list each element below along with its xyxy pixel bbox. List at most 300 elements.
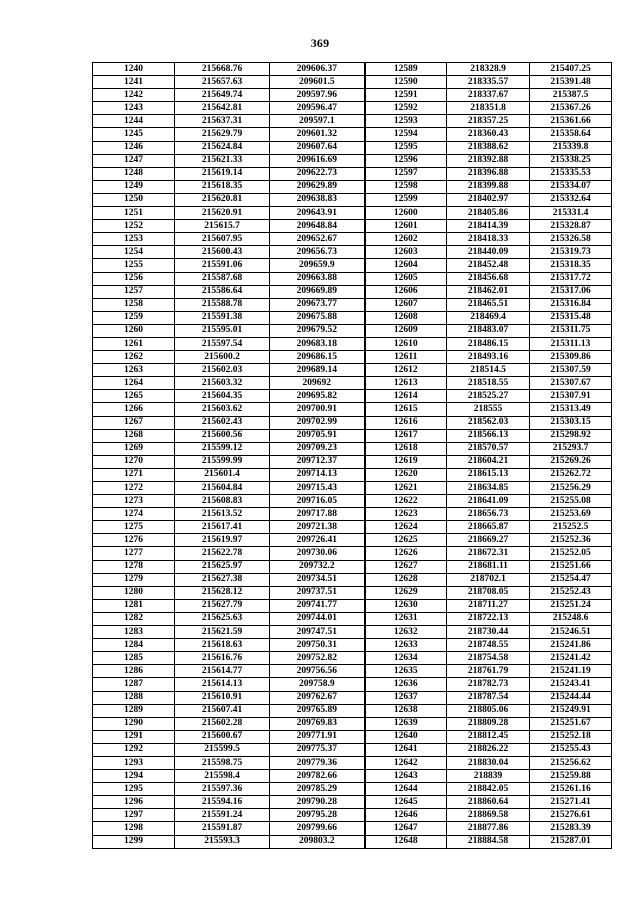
y-coordinate-right-cell: 215311.13 bbox=[530, 337, 612, 350]
x-coordinate-left-cell: 215642.81 bbox=[175, 102, 270, 115]
y-coordinate-left-cell: 209673.77 bbox=[270, 298, 365, 311]
x-coordinate-right-cell: 218604.21 bbox=[447, 455, 530, 468]
table-row bbox=[93, 285, 612, 298]
table-row bbox=[93, 89, 612, 102]
x-coordinate-right-cell: 218486.15 bbox=[447, 337, 530, 350]
x-coordinate-right-cell: 218826.22 bbox=[447, 743, 530, 756]
y-coordinate-right-cell: 215271.41 bbox=[530, 796, 612, 809]
table-row bbox=[93, 141, 612, 154]
point-number-left-cell: 1270 bbox=[93, 455, 175, 468]
coordinates-table bbox=[92, 62, 612, 849]
point-number-left-cell: 1287 bbox=[93, 678, 175, 691]
point-number-left-cell: 1246 bbox=[93, 141, 175, 154]
y-coordinate-right-cell: 215387.5 bbox=[530, 89, 612, 102]
point-number-left-cell: 1249 bbox=[93, 180, 175, 193]
x-coordinate-right-cell: 218328.9 bbox=[447, 63, 530, 76]
y-coordinate-right-cell: 215241.86 bbox=[530, 639, 612, 652]
y-coordinate-right-cell: 215331.4 bbox=[530, 207, 612, 220]
y-coordinate-right-cell: 215311.75 bbox=[530, 324, 612, 337]
y-coordinate-right-cell: 215307.59 bbox=[530, 364, 612, 377]
y-coordinate-left-cell: 209756.56 bbox=[270, 665, 365, 678]
x-coordinate-right-cell: 218708.05 bbox=[447, 586, 530, 599]
x-coordinate-left-cell: 215586.64 bbox=[175, 285, 270, 298]
y-coordinate-left-cell: 209732.2 bbox=[270, 560, 365, 573]
y-coordinate-right-cell: 215391.48 bbox=[530, 76, 612, 89]
point-number-right-cell: 12621 bbox=[365, 482, 447, 495]
x-coordinate-left-cell: 215616.76 bbox=[175, 652, 270, 665]
y-coordinate-left-cell: 209643.91 bbox=[270, 207, 365, 220]
x-coordinate-left-cell: 215599.12 bbox=[175, 442, 270, 455]
point-number-left-cell: 1260 bbox=[93, 324, 175, 337]
point-number-left-cell: 1279 bbox=[93, 573, 175, 586]
table-row bbox=[93, 416, 612, 429]
point-number-right-cell: 12641 bbox=[365, 743, 447, 756]
point-number-right-cell: 12627 bbox=[365, 560, 447, 573]
table-row bbox=[93, 770, 612, 783]
table-row bbox=[93, 403, 612, 416]
y-coordinate-left-cell: 209597.96 bbox=[270, 89, 365, 102]
y-coordinate-right-cell: 215334.07 bbox=[530, 180, 612, 193]
x-coordinate-right-cell: 218702.1 bbox=[447, 573, 530, 586]
point-number-right-cell: 12647 bbox=[365, 822, 447, 835]
point-number-left-cell: 1296 bbox=[93, 796, 175, 809]
y-coordinate-right-cell: 215317.72 bbox=[530, 272, 612, 285]
x-coordinate-left-cell: 215604.35 bbox=[175, 390, 270, 403]
x-coordinate-left-cell: 215618.35 bbox=[175, 180, 270, 193]
x-coordinate-left-cell: 215637.31 bbox=[175, 115, 270, 128]
x-coordinate-right-cell: 218672.31 bbox=[447, 547, 530, 560]
y-coordinate-left-cell: 209695.82 bbox=[270, 390, 365, 403]
x-coordinate-right-cell: 218388.62 bbox=[447, 141, 530, 154]
table-row bbox=[93, 573, 612, 586]
table-row bbox=[93, 351, 612, 364]
point-number-left-cell: 1280 bbox=[93, 586, 175, 599]
y-coordinate-left-cell: 209596.47 bbox=[270, 102, 365, 115]
point-number-left-cell: 1264 bbox=[93, 377, 175, 390]
point-number-right-cell: 12631 bbox=[365, 612, 447, 625]
y-coordinate-right-cell: 215259.88 bbox=[530, 770, 612, 783]
x-coordinate-right-cell: 218884.58 bbox=[447, 835, 530, 848]
y-coordinate-left-cell: 209716.05 bbox=[270, 495, 365, 508]
table-row bbox=[93, 180, 612, 193]
y-coordinate-right-cell: 215287.01 bbox=[530, 835, 612, 848]
y-coordinate-left-cell: 209712.37 bbox=[270, 455, 365, 468]
y-coordinate-right-cell: 215254.47 bbox=[530, 573, 612, 586]
table-row bbox=[93, 102, 612, 115]
x-coordinate-right-cell: 218748.55 bbox=[447, 639, 530, 652]
y-coordinate-right-cell: 215309.86 bbox=[530, 351, 612, 364]
y-coordinate-left-cell: 209675.88 bbox=[270, 311, 365, 324]
x-coordinate-right-cell: 218440.09 bbox=[447, 246, 530, 259]
y-coordinate-right-cell: 215326.58 bbox=[530, 233, 612, 246]
y-coordinate-right-cell: 215256.29 bbox=[530, 482, 612, 495]
y-coordinate-right-cell: 215367.26 bbox=[530, 102, 612, 115]
table-row bbox=[93, 730, 612, 743]
y-coordinate-left-cell: 209702.99 bbox=[270, 416, 365, 429]
y-coordinate-right-cell: 215407.25 bbox=[530, 63, 612, 76]
x-coordinate-right-cell: 218761.79 bbox=[447, 665, 530, 678]
y-coordinate-left-cell: 209721.38 bbox=[270, 521, 365, 534]
point-number-left-cell: 1269 bbox=[93, 442, 175, 455]
y-coordinate-left-cell: 209785.29 bbox=[270, 783, 365, 796]
point-number-right-cell: 12629 bbox=[365, 586, 447, 599]
x-coordinate-left-cell: 215649.74 bbox=[175, 89, 270, 102]
y-coordinate-left-cell: 209679.52 bbox=[270, 324, 365, 337]
point-number-left-cell: 1276 bbox=[93, 534, 175, 547]
table-row bbox=[93, 63, 612, 76]
point-number-left-cell: 1288 bbox=[93, 691, 175, 704]
point-number-right-cell: 12601 bbox=[365, 220, 447, 233]
y-coordinate-right-cell: 215283.39 bbox=[530, 822, 612, 835]
x-coordinate-left-cell: 215600.2 bbox=[175, 351, 270, 364]
x-coordinate-right-cell: 218641.09 bbox=[447, 495, 530, 508]
x-coordinate-right-cell: 218877.86 bbox=[447, 822, 530, 835]
x-coordinate-right-cell: 218570.57 bbox=[447, 442, 530, 455]
page-number: 369 bbox=[310, 36, 330, 50]
point-number-right-cell: 12617 bbox=[365, 429, 447, 442]
x-coordinate-right-cell: 218869.58 bbox=[447, 809, 530, 822]
x-coordinate-left-cell: 215601.4 bbox=[175, 468, 270, 481]
y-coordinate-left-cell: 209692 bbox=[270, 377, 365, 390]
point-number-right-cell: 12595 bbox=[365, 141, 447, 154]
point-number-right-cell: 12604 bbox=[365, 259, 447, 272]
x-coordinate-right-cell: 218337.67 bbox=[447, 89, 530, 102]
point-number-right-cell: 12599 bbox=[365, 193, 447, 206]
table-row bbox=[93, 665, 612, 678]
table-row bbox=[93, 220, 612, 233]
point-number-right-cell: 12600 bbox=[365, 207, 447, 220]
y-coordinate-left-cell: 209669.89 bbox=[270, 285, 365, 298]
y-coordinate-right-cell: 215307.67 bbox=[530, 377, 612, 390]
y-coordinate-right-cell: 215335.53 bbox=[530, 167, 612, 180]
table-row bbox=[93, 377, 612, 390]
point-number-right-cell: 12642 bbox=[365, 756, 447, 769]
table-row bbox=[93, 259, 612, 272]
x-coordinate-left-cell: 215627.79 bbox=[175, 599, 270, 612]
y-coordinate-left-cell: 209705.91 bbox=[270, 429, 365, 442]
x-coordinate-left-cell: 215600.56 bbox=[175, 429, 270, 442]
point-number-left-cell: 1244 bbox=[93, 115, 175, 128]
point-number-left-cell: 1285 bbox=[93, 652, 175, 665]
table-row bbox=[93, 455, 612, 468]
table-row bbox=[93, 547, 612, 560]
x-coordinate-left-cell: 215591.06 bbox=[175, 259, 270, 272]
y-coordinate-left-cell: 209730.06 bbox=[270, 547, 365, 560]
point-number-left-cell: 1295 bbox=[93, 783, 175, 796]
point-number-left-cell: 1261 bbox=[93, 337, 175, 350]
point-number-left-cell: 1290 bbox=[93, 717, 175, 730]
point-number-left-cell: 1252 bbox=[93, 220, 175, 233]
x-coordinate-left-cell: 215597.54 bbox=[175, 337, 270, 350]
y-coordinate-right-cell: 215252.05 bbox=[530, 547, 612, 560]
y-coordinate-left-cell: 209715.43 bbox=[270, 482, 365, 495]
x-coordinate-right-cell: 218514.5 bbox=[447, 364, 530, 377]
x-coordinate-left-cell: 215620.81 bbox=[175, 193, 270, 206]
table-row bbox=[93, 796, 612, 809]
point-number-right-cell: 12603 bbox=[365, 246, 447, 259]
x-coordinate-left-cell: 215625.63 bbox=[175, 612, 270, 625]
point-number-right-cell: 12615 bbox=[365, 403, 447, 416]
y-coordinate-left-cell: 209689.14 bbox=[270, 364, 365, 377]
point-number-left-cell: 1271 bbox=[93, 468, 175, 481]
table-row bbox=[93, 822, 612, 835]
x-coordinate-right-cell: 218399.88 bbox=[447, 180, 530, 193]
y-coordinate-right-cell: 215253.69 bbox=[530, 508, 612, 521]
x-coordinate-left-cell: 215607.95 bbox=[175, 233, 270, 246]
point-number-right-cell: 12589 bbox=[365, 63, 447, 76]
point-number-left-cell: 1257 bbox=[93, 285, 175, 298]
x-coordinate-left-cell: 215600.67 bbox=[175, 730, 270, 743]
x-coordinate-left-cell: 215628.12 bbox=[175, 586, 270, 599]
point-number-right-cell: 12624 bbox=[365, 521, 447, 534]
y-coordinate-right-cell: 215262.72 bbox=[530, 468, 612, 481]
y-coordinate-left-cell: 209601.32 bbox=[270, 128, 365, 141]
table-row bbox=[93, 560, 612, 573]
table-row bbox=[93, 809, 612, 822]
y-coordinate-right-cell: 215244.44 bbox=[530, 691, 612, 704]
point-number-left-cell: 1293 bbox=[93, 756, 175, 769]
x-coordinate-left-cell: 215591.24 bbox=[175, 809, 270, 822]
table-row bbox=[93, 337, 612, 350]
y-coordinate-left-cell: 209597.1 bbox=[270, 115, 365, 128]
y-coordinate-right-cell: 215248.6 bbox=[530, 612, 612, 625]
point-number-right-cell: 12597 bbox=[365, 167, 447, 180]
x-coordinate-left-cell: 215613.52 bbox=[175, 508, 270, 521]
x-coordinate-left-cell: 215614.77 bbox=[175, 665, 270, 678]
table-row bbox=[93, 324, 612, 337]
y-coordinate-left-cell: 209638.83 bbox=[270, 193, 365, 206]
point-number-left-cell: 1275 bbox=[93, 521, 175, 534]
point-number-right-cell: 12618 bbox=[365, 442, 447, 455]
x-coordinate-left-cell: 215610.91 bbox=[175, 691, 270, 704]
point-number-left-cell: 1259 bbox=[93, 311, 175, 324]
point-number-right-cell: 12636 bbox=[365, 678, 447, 691]
y-coordinate-right-cell: 215319.73 bbox=[530, 246, 612, 259]
x-coordinate-left-cell: 215602.43 bbox=[175, 416, 270, 429]
y-coordinate-right-cell: 215243.41 bbox=[530, 678, 612, 691]
point-number-right-cell: 12626 bbox=[365, 547, 447, 560]
y-coordinate-right-cell: 215251.24 bbox=[530, 599, 612, 612]
point-number-right-cell: 12643 bbox=[365, 770, 447, 783]
table-row bbox=[93, 599, 612, 612]
point-number-left-cell: 1284 bbox=[93, 639, 175, 652]
x-coordinate-left-cell: 215622.78 bbox=[175, 547, 270, 560]
point-number-right-cell: 12596 bbox=[365, 154, 447, 167]
y-coordinate-left-cell: 209752.82 bbox=[270, 652, 365, 665]
y-coordinate-right-cell: 215315.48 bbox=[530, 311, 612, 324]
x-coordinate-right-cell: 218351.8 bbox=[447, 102, 530, 115]
point-number-right-cell: 12608 bbox=[365, 311, 447, 324]
y-coordinate-right-cell: 215328.87 bbox=[530, 220, 612, 233]
x-coordinate-left-cell: 215621.59 bbox=[175, 626, 270, 639]
y-coordinate-left-cell: 209747.51 bbox=[270, 626, 365, 639]
table-row bbox=[93, 639, 612, 652]
y-coordinate-left-cell: 209750.31 bbox=[270, 639, 365, 652]
y-coordinate-left-cell: 209765.89 bbox=[270, 704, 365, 717]
table-row bbox=[93, 76, 612, 89]
y-coordinate-right-cell: 215361.66 bbox=[530, 115, 612, 128]
y-coordinate-right-cell: 215318.35 bbox=[530, 259, 612, 272]
x-coordinate-right-cell: 218414.39 bbox=[447, 220, 530, 233]
x-coordinate-right-cell: 218842.05 bbox=[447, 783, 530, 796]
table-row bbox=[93, 756, 612, 769]
x-coordinate-left-cell: 215599.5 bbox=[175, 743, 270, 756]
x-coordinate-left-cell: 215618.63 bbox=[175, 639, 270, 652]
y-coordinate-left-cell: 209799.66 bbox=[270, 822, 365, 835]
point-number-left-cell: 1253 bbox=[93, 233, 175, 246]
table-row bbox=[93, 586, 612, 599]
x-coordinate-right-cell: 218392.88 bbox=[447, 154, 530, 167]
y-coordinate-right-cell: 215246.51 bbox=[530, 626, 612, 639]
y-coordinate-right-cell: 215255.43 bbox=[530, 743, 612, 756]
point-number-left-cell: 1248 bbox=[93, 167, 175, 180]
y-coordinate-right-cell: 215255.08 bbox=[530, 495, 612, 508]
point-number-left-cell: 1297 bbox=[93, 809, 175, 822]
y-coordinate-left-cell: 209775.37 bbox=[270, 743, 365, 756]
x-coordinate-right-cell: 218830.04 bbox=[447, 756, 530, 769]
y-coordinate-right-cell: 215316.84 bbox=[530, 298, 612, 311]
point-number-left-cell: 1267 bbox=[93, 416, 175, 429]
table-row bbox=[93, 246, 612, 259]
coordinates-table-body bbox=[93, 63, 612, 849]
point-number-right-cell: 12632 bbox=[365, 626, 447, 639]
x-coordinate-right-cell: 218525.27 bbox=[447, 390, 530, 403]
y-coordinate-left-cell: 209714.13 bbox=[270, 468, 365, 481]
point-number-right-cell: 12633 bbox=[365, 639, 447, 652]
point-number-right-cell: 12630 bbox=[365, 599, 447, 612]
table-row bbox=[93, 691, 612, 704]
point-number-left-cell: 1292 bbox=[93, 743, 175, 756]
point-number-left-cell: 1298 bbox=[93, 822, 175, 835]
x-coordinate-left-cell: 215625.97 bbox=[175, 560, 270, 573]
y-coordinate-right-cell: 215261.16 bbox=[530, 783, 612, 796]
point-number-right-cell: 12634 bbox=[365, 652, 447, 665]
y-coordinate-left-cell: 209803.2 bbox=[270, 835, 365, 848]
point-number-right-cell: 12637 bbox=[365, 691, 447, 704]
point-number-right-cell: 12623 bbox=[365, 508, 447, 521]
y-coordinate-right-cell: 215256.62 bbox=[530, 756, 612, 769]
x-coordinate-right-cell: 218615.13 bbox=[447, 468, 530, 481]
point-number-left-cell: 1242 bbox=[93, 89, 175, 102]
table-row bbox=[93, 678, 612, 691]
table-row bbox=[93, 626, 612, 639]
x-coordinate-right-cell: 218396.88 bbox=[447, 167, 530, 180]
point-number-left-cell: 1263 bbox=[93, 364, 175, 377]
x-coordinate-left-cell: 215619.97 bbox=[175, 534, 270, 547]
point-number-left-cell: 1241 bbox=[93, 76, 175, 89]
point-number-left-cell: 1294 bbox=[93, 770, 175, 783]
point-number-right-cell: 12606 bbox=[365, 285, 447, 298]
y-coordinate-left-cell: 209758.9 bbox=[270, 678, 365, 691]
x-coordinate-left-cell: 215602.03 bbox=[175, 364, 270, 377]
table-row bbox=[93, 717, 612, 730]
x-coordinate-right-cell: 218805.06 bbox=[447, 704, 530, 717]
x-coordinate-right-cell: 218405.86 bbox=[447, 207, 530, 220]
y-coordinate-left-cell: 209616.69 bbox=[270, 154, 365, 167]
x-coordinate-left-cell: 215629.79 bbox=[175, 128, 270, 141]
point-number-left-cell: 1282 bbox=[93, 612, 175, 625]
y-coordinate-left-cell: 209769.83 bbox=[270, 717, 365, 730]
x-coordinate-left-cell: 215619.14 bbox=[175, 167, 270, 180]
y-coordinate-right-cell: 215252.43 bbox=[530, 586, 612, 599]
table-row bbox=[93, 429, 612, 442]
point-number-right-cell: 12638 bbox=[365, 704, 447, 717]
point-number-right-cell: 12644 bbox=[365, 783, 447, 796]
x-coordinate-right-cell: 218462.01 bbox=[447, 285, 530, 298]
x-coordinate-right-cell: 218812.45 bbox=[447, 730, 530, 743]
point-number-left-cell: 1258 bbox=[93, 298, 175, 311]
table-row bbox=[93, 508, 612, 521]
y-coordinate-right-cell: 215317.06 bbox=[530, 285, 612, 298]
table-row bbox=[93, 612, 612, 625]
y-coordinate-left-cell: 209782.66 bbox=[270, 770, 365, 783]
x-coordinate-left-cell: 215615.7 bbox=[175, 220, 270, 233]
point-number-right-cell: 12619 bbox=[365, 455, 447, 468]
x-coordinate-left-cell: 215599.99 bbox=[175, 455, 270, 468]
y-coordinate-right-cell: 215338.25 bbox=[530, 154, 612, 167]
point-number-right-cell: 12614 bbox=[365, 390, 447, 403]
point-number-left-cell: 1256 bbox=[93, 272, 175, 285]
point-number-left-cell: 1268 bbox=[93, 429, 175, 442]
y-coordinate-right-cell: 215313.49 bbox=[530, 403, 612, 416]
table-row bbox=[93, 521, 612, 534]
x-coordinate-left-cell: 215668.76 bbox=[175, 63, 270, 76]
y-coordinate-right-cell: 215303.15 bbox=[530, 416, 612, 429]
y-coordinate-right-cell: 215332.64 bbox=[530, 193, 612, 206]
point-number-right-cell: 12622 bbox=[365, 495, 447, 508]
table-row bbox=[93, 233, 612, 246]
x-coordinate-left-cell: 215593.3 bbox=[175, 835, 270, 848]
point-number-left-cell: 1272 bbox=[93, 482, 175, 495]
table-row bbox=[93, 167, 612, 180]
x-coordinate-right-cell: 218452.48 bbox=[447, 259, 530, 272]
y-coordinate-left-cell: 209629.89 bbox=[270, 180, 365, 193]
y-coordinate-left-cell: 209737.51 bbox=[270, 586, 365, 599]
point-number-right-cell: 12613 bbox=[365, 377, 447, 390]
point-number-right-cell: 12591 bbox=[365, 89, 447, 102]
x-coordinate-right-cell: 218669.27 bbox=[447, 534, 530, 547]
y-coordinate-left-cell: 209656.73 bbox=[270, 246, 365, 259]
y-coordinate-left-cell: 209779.36 bbox=[270, 756, 365, 769]
x-coordinate-right-cell: 218335.57 bbox=[447, 76, 530, 89]
y-coordinate-right-cell: 215241.19 bbox=[530, 665, 612, 678]
x-coordinate-right-cell: 218722.13 bbox=[447, 612, 530, 625]
point-number-left-cell: 1245 bbox=[93, 128, 175, 141]
point-number-left-cell: 1255 bbox=[93, 259, 175, 272]
y-coordinate-left-cell: 209790.28 bbox=[270, 796, 365, 809]
x-coordinate-left-cell: 215620.91 bbox=[175, 207, 270, 220]
y-coordinate-right-cell: 215241.42 bbox=[530, 652, 612, 665]
y-coordinate-right-cell: 215251.67 bbox=[530, 717, 612, 730]
x-coordinate-right-cell: 218518.55 bbox=[447, 377, 530, 390]
point-number-left-cell: 1247 bbox=[93, 154, 175, 167]
y-coordinate-right-cell: 215269.26 bbox=[530, 455, 612, 468]
table-row bbox=[93, 652, 612, 665]
x-coordinate-right-cell: 218456.68 bbox=[447, 272, 530, 285]
point-number-left-cell: 1278 bbox=[93, 560, 175, 573]
point-number-left-cell: 1266 bbox=[93, 403, 175, 416]
x-coordinate-left-cell: 215627.38 bbox=[175, 573, 270, 586]
point-number-left-cell: 1277 bbox=[93, 547, 175, 560]
x-coordinate-left-cell: 215591.87 bbox=[175, 822, 270, 835]
y-coordinate-left-cell: 209686.15 bbox=[270, 351, 365, 364]
point-number-left-cell: 1273 bbox=[93, 495, 175, 508]
point-number-right-cell: 12620 bbox=[365, 468, 447, 481]
y-coordinate-left-cell: 209663.88 bbox=[270, 272, 365, 285]
y-coordinate-left-cell: 209795.28 bbox=[270, 809, 365, 822]
point-number-right-cell: 12592 bbox=[365, 102, 447, 115]
point-number-right-cell: 12594 bbox=[365, 128, 447, 141]
